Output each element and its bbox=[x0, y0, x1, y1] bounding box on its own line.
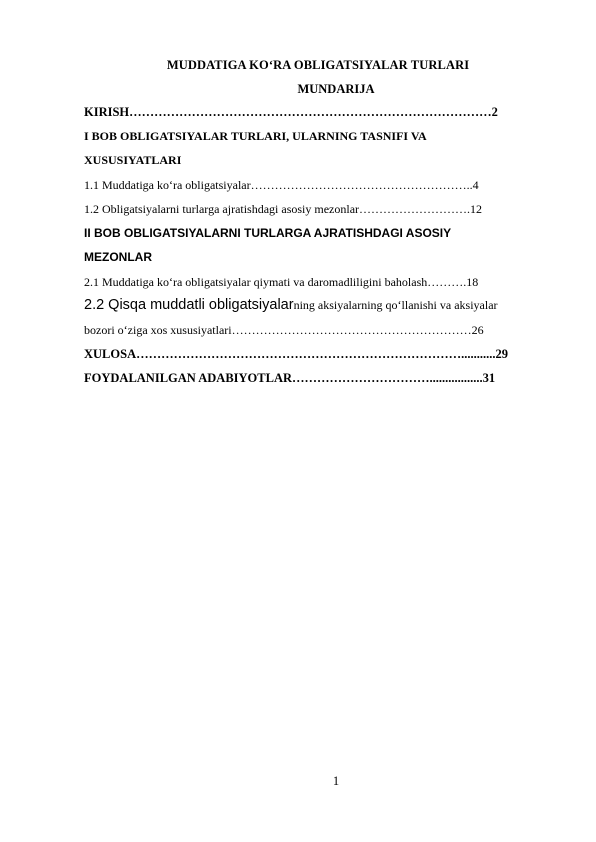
toc-entry-2-2-line-1 bbox=[84, 297, 550, 313]
document-title: MUDDATIGA KO‘RA OBLIGATSIYALAR TURLARI bbox=[166, 58, 470, 72]
toc-entry-1-2: 1.2 Obligatsiyalarni turlarga ajratishdagi asosiy mezonlar……………………….12 bbox=[84, 202, 483, 216]
toc-entry-chapter-2-line-1: II BOB OBLIGATSIYALARNI TURLARGA AJRATISHDAGI ASOSIY bbox=[84, 226, 452, 240]
toc-entry-adabiyotlar: FOYDALANILGAN ADABIYOTLAR…………………………….................31 bbox=[84, 371, 496, 385]
toc-entry-kirish: KIRISH……………………………………………………………………………2 bbox=[84, 105, 498, 119]
page-number: 1 bbox=[332, 774, 340, 788]
toc-entry-2-2-title-rest: ning aksiyalarning qo‘llanishi va aksiyalar bbox=[293, 298, 498, 312]
toc-entry-2-2-line-2: bozori o‘ziga xos xususiyatlari……………………………………………………26 bbox=[84, 323, 484, 337]
toc-entry-2-1: 2.1 Muddatiga ko‘ra obligatsiyalar qiymati va daromadliligini baholash……….18 bbox=[84, 275, 479, 289]
toc-entry-1-1: 1.1 Muddatiga ko‘ra obligatsiyalar………………………………………………..4 bbox=[84, 178, 479, 192]
toc-entry-chapter-2-line-2: MEZONLAR bbox=[84, 250, 152, 264]
toc-entry-2-2-title-large: 2.2 Qisqa muddatli obligatsiyalar bbox=[84, 297, 294, 313]
toc-entry-chapter-1-line-2: XUSUSIYATLARI bbox=[84, 153, 182, 167]
toc-heading: MUNDARIJA bbox=[297, 82, 375, 96]
toc-entry-chapter-1-line-1: I BOB OBLIGATSIYALAR TURLARI, ULARNING TASNIFI VA bbox=[84, 129, 427, 143]
toc-entry-xulosa: XULOSA……………………………………………………………………...........29 bbox=[84, 347, 508, 361]
